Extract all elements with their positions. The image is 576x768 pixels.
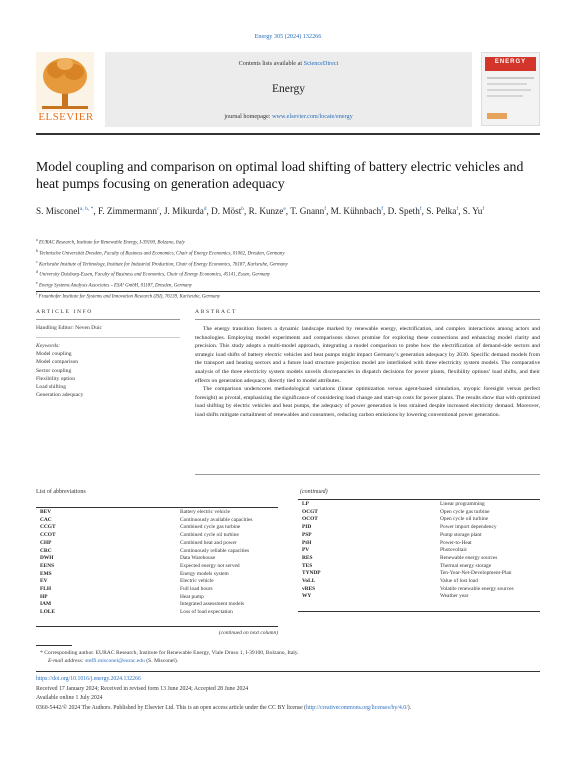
abbreviation-term: PV xyxy=(302,547,310,554)
abbreviation-definition: Thermal energy storage xyxy=(440,562,492,569)
abbreviation-definition: Combined heat and power xyxy=(180,539,237,546)
affiliation-item xyxy=(36,247,536,258)
abbreviation-definition: Ten-Year-Net-Development-Plan xyxy=(440,570,512,577)
affiliation-text: Karlsruhe Institute of Technology, Institute for Industrial Production, Chair of Energy Economics, 76187, Karlsruhe, Germany xyxy=(39,262,288,268)
elsevier-tree-logo xyxy=(36,52,94,112)
abbreviation-definition: Power-to-Heat xyxy=(440,539,472,546)
abbreviations-title: List of abbreviations xyxy=(36,489,86,495)
author-name[interactable]: S. Yu xyxy=(462,206,483,217)
affiliation-item xyxy=(36,268,536,279)
abbreviation-definition: Battery electric vehicle xyxy=(180,509,230,515)
publisher-wordmark: ELSEVIER xyxy=(38,111,94,123)
abbreviation-definition: Power import dependency xyxy=(440,524,497,531)
affiliation-text: Energy Systems Analysis Associates – ESA² GmbH, 01187, Dresden, Germany xyxy=(39,283,192,289)
article-info-rule xyxy=(36,319,180,320)
journal-name: Energy xyxy=(271,83,305,95)
cover-title: ENERGY xyxy=(494,59,527,65)
abbreviation-term: BEV xyxy=(40,509,52,515)
abbreviations-table-left xyxy=(40,509,280,629)
abbreviation-term: EV xyxy=(40,578,48,585)
abbreviation-term: LOLE xyxy=(40,609,55,616)
abbreviation-definition: Expected energy not served xyxy=(180,562,240,569)
abbreviation-definition: Electric vehicle xyxy=(180,578,214,585)
abstract-paragraph: The energy transition fosters a dynamic landscape marked by renewable energy, electrification, and complex interactions among actors and technologies. Employing model experiments and comparisons shows promise for exploring these connections and enhancing model clarity and precision. This study adopts a multi-model approach, integrating a model comparison to probe how the electrification of demand-side sectors and strategic load shifts of battery electric vehicles and heat pumps might impact Germany’s generation adequacy by 2030. Specific demand models from the transport and heating sectors and a future load structure projection model are interlinked with three electricity system models. The comparative analysis of the three electricity system models unveils discrepancies in dispatch decisions for power plants, flexibility options’ load shifts, and their effects on generation adequacy, directly tied to model attributes. xyxy=(195,326,540,384)
abbr-table-rule xyxy=(36,507,278,508)
abbreviation-definition: Open cycle gas turbine xyxy=(440,508,490,515)
keywords-heading: Keywords: xyxy=(36,343,61,349)
author-affiliation-marker[interactable]: a, b, * xyxy=(79,206,94,212)
keyword: Sector coupling xyxy=(36,367,72,374)
author-affiliation-marker[interactable]: f xyxy=(456,206,459,212)
abbreviation-definition: Full load hours xyxy=(180,586,213,592)
author-name[interactable]: J. Mikurda xyxy=(163,206,204,217)
author-name[interactable]: D. Speth xyxy=(387,206,420,217)
abbreviation-term: WY xyxy=(302,593,312,600)
keywords-rule xyxy=(36,337,180,338)
abbreviation-term: PID xyxy=(302,524,312,531)
affiliation-marker: b xyxy=(36,247,38,253)
author-name[interactable]: F. Zimmermann xyxy=(97,206,157,217)
author-affiliation-marker[interactable]: f xyxy=(381,206,384,212)
available-online: Available online 1 July 2024 xyxy=(36,695,103,702)
license-suffix: ). xyxy=(407,704,412,711)
abbreviation-definition: Continuously reliable capacities xyxy=(180,547,250,554)
license-line xyxy=(36,704,546,714)
abbreviation-definition: Photovoltaic xyxy=(440,547,468,554)
author-name[interactable]: S. Misconel xyxy=(36,206,80,217)
abbreviation-row xyxy=(40,609,278,617)
abbreviation-term: HP xyxy=(40,593,48,600)
author-affiliation-marker[interactable]: d xyxy=(203,206,207,212)
abbreviation-row xyxy=(302,593,540,601)
author-list: S. Misconel$^{a, b, *}$, F. Zimmermann$^c$, J. Mikurda$^d$, D. Möst$^b$, R. Kunze$^e$, T. Gnann$^f$, M. Kühnbach$^f$, D. Speth$^f$, S. Pelka$^f$, S. Yu$^f$ xyxy=(36,206,485,217)
keyword: Flexibility option xyxy=(36,375,76,382)
abbreviation-definition: Continuously available capacities xyxy=(180,516,253,523)
header-rule xyxy=(36,133,540,135)
journal-citation[interactable]: Energy 305 (2024) 132266 xyxy=(254,33,322,40)
abstract-end-rule xyxy=(195,474,540,475)
abstract-paragraph: The comparison underscores methodological variations (linear optimization versus agent-based simulation, myopic foresight versus perfect foresight) as pivotal, emphasizing the significance of considering load change and start-up costs for power plants. The results show that with optimized load shifting by electric vehicles and heat pumps, the adequacy of power generation is less strained despite increased electricity demand. Moreover, load shifts mitigate curtailment of renewables and consumers, reducing carbon emissions by lowering conventional power generation. xyxy=(195,386,540,418)
author-affiliation-marker[interactable]: f xyxy=(482,206,485,212)
affiliation-marker: c xyxy=(36,258,38,264)
abstract-rule xyxy=(195,319,540,320)
affiliation-marker: d xyxy=(36,269,38,275)
keyword: Model coupling xyxy=(36,351,72,358)
abbr-table-rule xyxy=(36,626,278,627)
abbreviation-term: CCGT xyxy=(40,524,56,531)
abbreviation-term: CCOT xyxy=(40,532,56,539)
affiliation-text: University Duisburg-Essen, Faculty of Business and Economics, Chair of Energy Economics, 45141, Essen, Germany xyxy=(39,273,271,279)
article-title: Model coupling and comparison on optimal load shifting of battery electric vehicles and heat pumps focusing on generation adequacy xyxy=(36,159,524,191)
doi-link[interactable]: https://doi.org/10.1016/j.energy.2024.132266 xyxy=(36,676,141,682)
abbreviation-term: OCGT xyxy=(302,508,318,515)
keyword: Generation adequacy xyxy=(36,392,84,399)
author-name[interactable]: R. Kunze xyxy=(248,206,284,217)
article-info-heading: ARTICLE INFO xyxy=(36,309,93,315)
abbreviations-table-right xyxy=(302,501,542,611)
abbreviation-definition: Weather year xyxy=(440,593,469,600)
abbreviation-definition: Heat pump xyxy=(180,593,204,600)
continued-note: (continued on next column) xyxy=(218,630,278,636)
abbreviation-term: OCOT xyxy=(302,516,318,523)
author-name[interactable]: M. Kühnbach xyxy=(330,206,382,217)
footnote xyxy=(40,649,540,665)
abbreviation-term: CAC xyxy=(40,516,52,523)
contents-prefix: Contents lists available at xyxy=(238,60,304,67)
abbreviation-term: TYNDP xyxy=(302,570,321,577)
abbr-table-rule xyxy=(298,499,540,500)
author-affiliation-marker[interactable]: f xyxy=(324,206,327,212)
abbreviation-term: DWH xyxy=(40,555,54,562)
journal-cover-thumbnail[interactable] xyxy=(481,52,540,126)
homepage-link[interactable]: www.elsevier.com/locate/energy xyxy=(272,113,353,120)
author-affiliation-marker[interactable]: c xyxy=(156,206,160,212)
abbreviation-term: VoLL xyxy=(302,578,316,584)
affiliation-text: EURAC Research, Institute for Renewable Energy, I-39100, Bolzano, Italy xyxy=(39,240,185,246)
affiliation-marker: a xyxy=(36,237,38,242)
keywords-block xyxy=(36,342,83,399)
author-affiliation-marker[interactable]: e xyxy=(283,206,286,212)
author-name[interactable]: D. Möst xyxy=(211,206,242,217)
continued-label: (continued) xyxy=(300,489,328,495)
abbreviation-definition: Loss of load expectation xyxy=(180,609,233,616)
abbreviation-definition: Value of lost load xyxy=(440,578,478,584)
abbreviation-definition: Energy models system xyxy=(180,570,229,577)
article-history xyxy=(36,675,546,713)
affiliation-text: Fraunhofer Institute for Systems and Innovation Research (ISI), 76139, Karlsruhe, Germany xyxy=(38,294,221,300)
author-affiliation-marker[interactable]: f xyxy=(419,206,422,212)
abbreviation-term: PtH xyxy=(302,539,312,546)
abbr-table-rule xyxy=(298,611,540,612)
keyword: Load shifting xyxy=(36,384,66,391)
email-link[interactable]: steffi.misconel@eurac.edu xyxy=(85,658,145,665)
author-affiliation-marker[interactable]: b xyxy=(241,206,245,212)
affiliation-item xyxy=(36,258,536,269)
abbreviation-term: FLH xyxy=(40,586,52,592)
abbreviation-definition: Linear programming xyxy=(440,501,485,507)
abbreviation-term: CRC xyxy=(40,547,52,554)
affiliation-item xyxy=(36,279,536,290)
bottom-rule xyxy=(36,671,540,672)
abbreviation-term: vRES xyxy=(302,585,316,592)
abbreviation-definition: Combined cycle oil turbine xyxy=(180,532,239,539)
abbreviation-term: LP xyxy=(302,501,309,507)
author-name[interactable]: S. Pelka xyxy=(426,206,457,217)
footnote-rule xyxy=(36,645,72,646)
abbreviation-term: CHP xyxy=(40,539,52,546)
abbreviation-term: PSP xyxy=(302,531,312,538)
author-name[interactable]: T. Gnann xyxy=(290,206,325,217)
affiliation-text: Technische Universität Dresden, Faculty of Business and Economics, Chair of Energy Economics, 01062, Dresden, Germany xyxy=(39,251,285,257)
abbreviation-definition: Volatile renewable energy sources xyxy=(440,585,514,592)
abbreviation-term: EENS xyxy=(40,562,55,569)
abstract-heading: ABSTRACT xyxy=(195,309,238,315)
affiliation-item xyxy=(36,236,536,247)
abbreviation-definition: Pump storage plant xyxy=(440,531,482,538)
abbreviation-definition: Combined cycle gas turbine xyxy=(180,524,241,531)
abbreviation-definition: Integrated assessment models xyxy=(180,601,245,608)
section-rule xyxy=(36,291,540,292)
abbreviation-definition: Renewable energy sources xyxy=(440,554,498,561)
email-suffix: (S. Misconel). xyxy=(146,658,179,665)
corresponding-author-note: * Corresponding author. EURAC Research, Institute for Renewable Energy, Viale Druso 1, I-39100, Bolzano, Italy. xyxy=(40,650,299,656)
abbreviation-definition: Data Warehouse xyxy=(180,555,216,562)
sciencedirect-link[interactable]: ScienceDirect xyxy=(303,60,339,67)
handling-editor: Handling Editor: Neven Duic xyxy=(36,325,103,331)
abbreviation-term: IAM xyxy=(40,601,52,608)
abbreviation-definition: Open cycle oil turbine xyxy=(440,516,489,523)
keyword: Model comparison xyxy=(36,359,79,366)
license-link[interactable]: http://creativecommons.org/licenses/by/4.0/ xyxy=(306,704,408,711)
abstract-body xyxy=(195,325,540,420)
affiliation-marker: e xyxy=(36,280,38,286)
license-text: 0360-5442/© 2024 The Authors. Published by Elsevier Ltd. This is an open access article under the CC BY license ( xyxy=(36,704,307,711)
affiliation-marker: f xyxy=(36,291,38,297)
received-dates: Received 17 January 2024; Received in revised form 13 June 2024; Accepted 28 June 2024 xyxy=(36,685,249,692)
contents-available xyxy=(105,60,472,67)
email-label: E-mail address: xyxy=(48,658,84,665)
abbreviation-term: RES xyxy=(302,554,313,561)
homepage-prefix: journal homepage: xyxy=(224,113,273,120)
abbreviation-term: TES xyxy=(302,562,313,569)
journal-homepage xyxy=(105,113,472,120)
abbreviation-term: EMS xyxy=(40,570,52,577)
